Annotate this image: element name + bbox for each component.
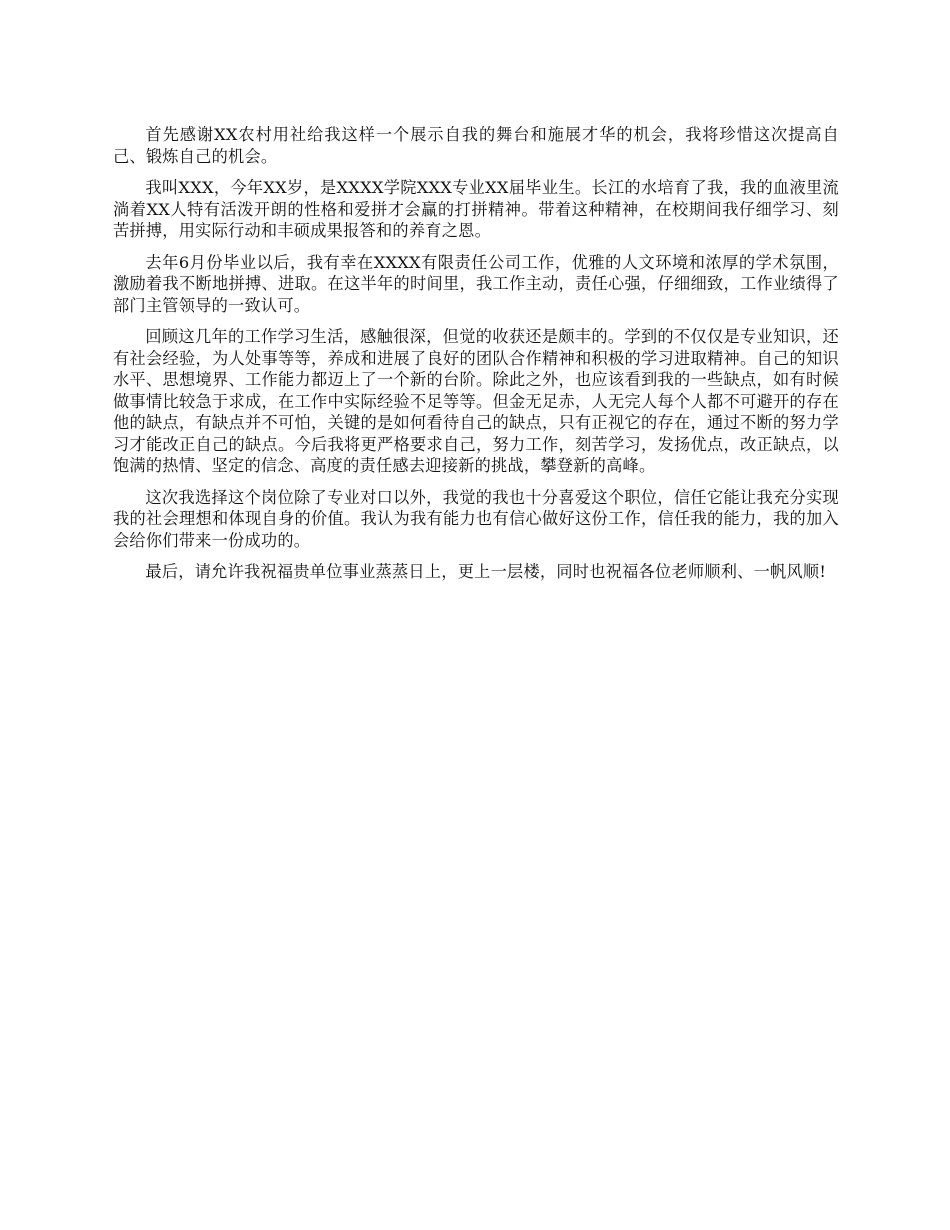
paragraph-position-choice: 这次我选择这个岗位除了专业对口以外，我觉的我也十分喜爱这个职位，信任它能让我充分实现我的社会理想和体现自身的价值。我认为我有能力也有信心做好这份工作，信任我的能力，我的加入会给你们带来一份成功的。 <box>113 487 839 550</box>
paragraph-closing-wishes: 最后，请允许我祝福贵单位事业蒸蒸日上，更上一层楼，同时也祝福各位老师顺利、一帆风顺! <box>145 562 827 581</box>
paragraph-self-introduction: 我叫XXX，今年XX岁，是XXXX学院XXX专业XX届毕业生。长江的水培育了我，我的血液里流淌着XX人特有活泼开朗的性格和爱拼才会赢的打拼精神。带着这种精神，在校期间我仔细学习、刻苦拼搏，用实际行动和丰硕成果报答和的养育之恩。 <box>113 178 839 240</box>
paragraph-opening-thanks: 首先感谢XX农村用社给我这样一个展示自我的舞台和施展才华的机会，我将珍惜这次提高自己、锻炼自己的机会。 <box>113 125 839 166</box>
paragraph-reflection: 回顾这几年的工作学习生活，感触很深，但觉的收获还是颇丰的。学到的不仅仅是专业知识，还有社会经验，为人处事等等，养成和进展了良好的团队合作精神和积极的学习进取精神。自己的知识水平、思想境界、工作能力都迈上了一个新的台阶。除此之外，也应该看到我的一些缺点，如有时候做事情比较急于求成，在工作中实际经验不足等等。但金无足赤，人无完人每个人都不可避开的存在他的缺点，有缺点并不可怕，关键的是如何看待自己的缺点，只有正视它的存在，通过不断的努力学习才能改正自己的缺点。今后我将更严格要求自己，努力工作，刻苦学习，发扬优点，改正缺点，以饱满的热情、坚定的信念、高度的责任感去迎接新的挑战，攀登新的高峰。 <box>113 327 839 475</box>
paragraph-work-experience: 去年6月份毕业以后，我有幸在XXXX有限责任公司工作，优雅的人文环境和浓厚的学术氛围，激励着我不断地拼搏、进取。在这半年的时间里，我工作主动，责任心强，仔细细致，工作业绩得了部门主管领导的一致认可。 <box>113 252 839 315</box>
document-body <box>113 124 839 593</box>
